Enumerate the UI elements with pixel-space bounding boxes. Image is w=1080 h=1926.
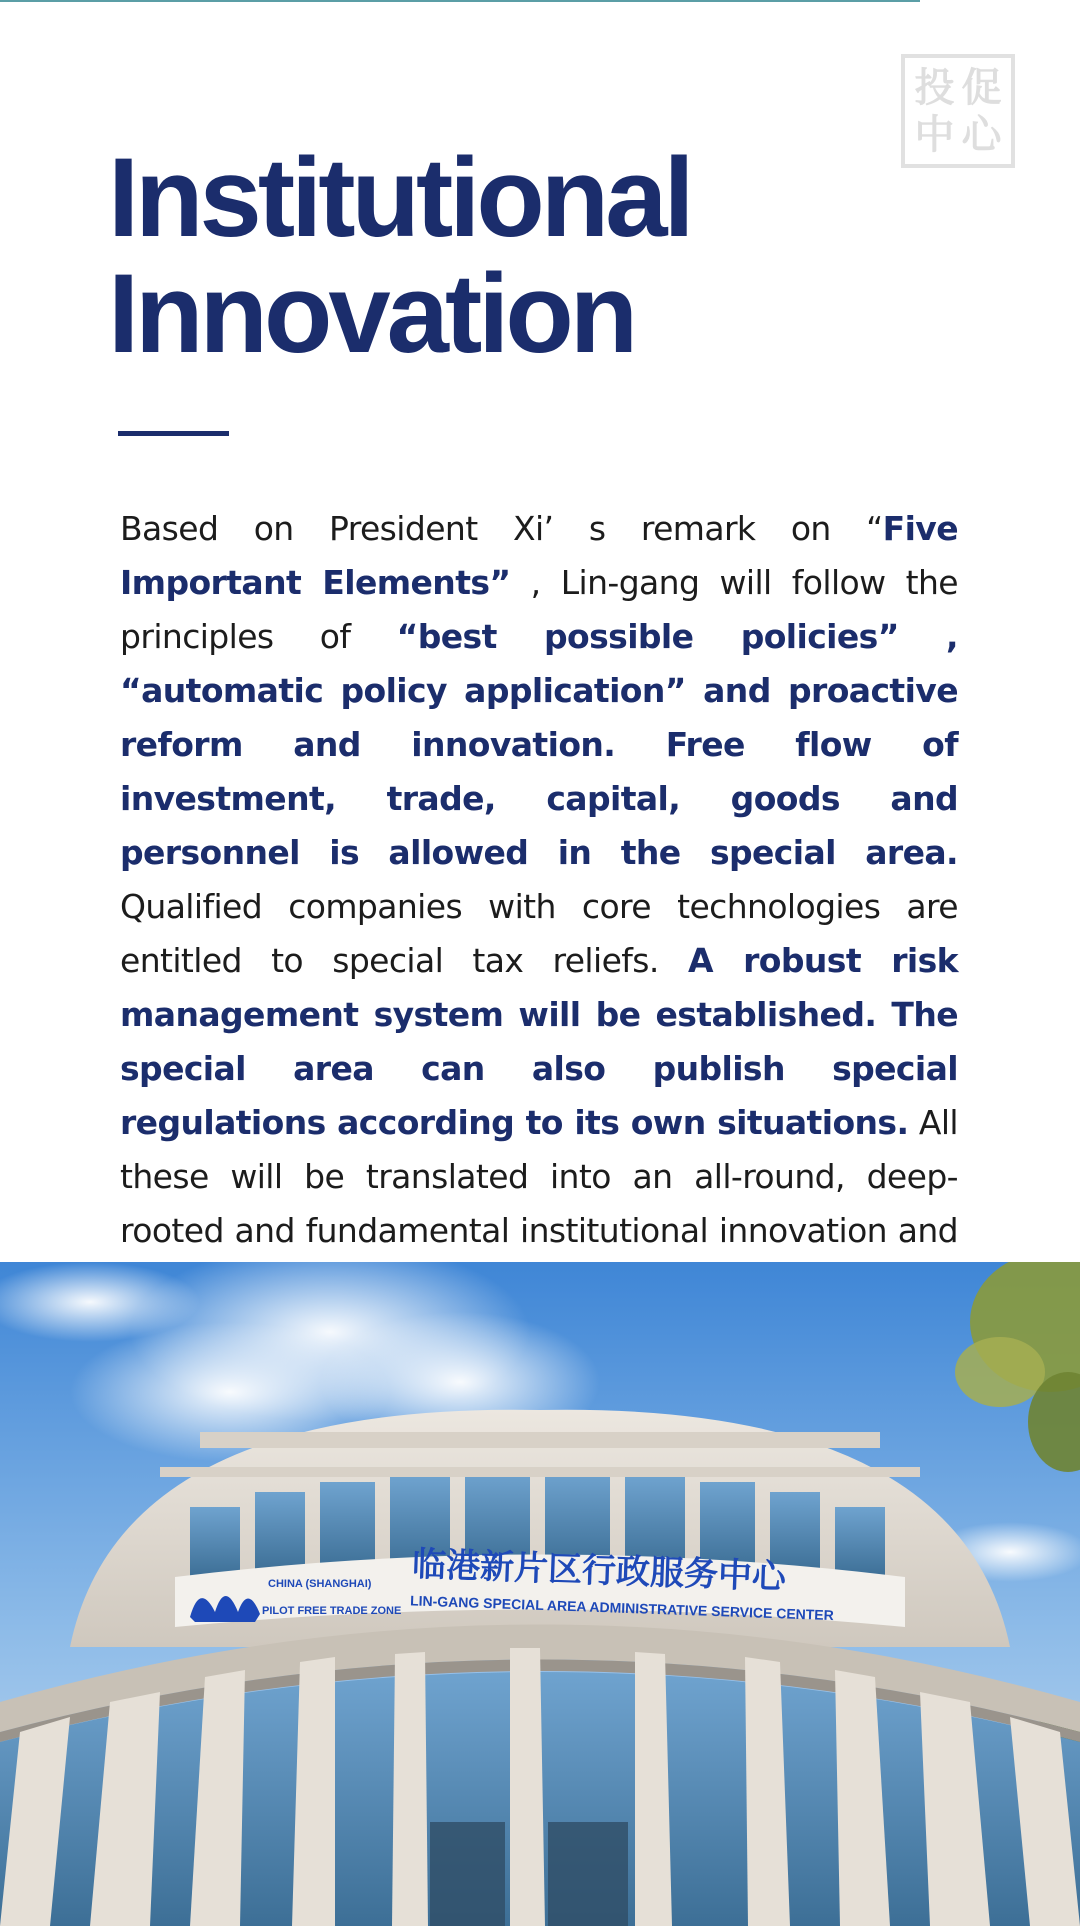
building-logo-icon xyxy=(190,1596,260,1622)
body-text: Based on President Xi’ s remark on “ xyxy=(120,509,883,548)
center-stamp-logo xyxy=(901,54,1015,168)
sign-cn: 临港新片区行政服务中心 xyxy=(411,1544,787,1598)
body-text: , Lin-gang will follow the principles of xyxy=(120,563,959,656)
logo-text-en: PILOT FREE TRADE ZONE xyxy=(262,1605,402,1617)
body-paragraph xyxy=(120,502,958,1312)
title-underline xyxy=(118,431,229,436)
body-highlight: “best possible policies” , “automatic policy application” and proactive reform and innovation. Free flow of investment, trade, capital, goods and personnel is allowed in the special area. xyxy=(120,617,958,872)
stamp-char: 投 xyxy=(914,64,955,111)
body-highlight: Five Important Elements” xyxy=(120,509,958,602)
page-title xyxy=(108,135,868,376)
stamp-char: 中 xyxy=(914,111,955,158)
stamp-char: 心 xyxy=(961,111,1002,158)
body-highlight: A robust risk management system will be established. The special area can also publish special regulations according to its own situations. xyxy=(120,941,958,1142)
stamp-char: 促 xyxy=(961,64,1002,111)
logo-text-en: CHINA (SHANGHAI) xyxy=(268,1578,372,1590)
top-divider xyxy=(0,0,920,2)
body-text: Qualified companies with core technologies are entitled to special tax reliefs. xyxy=(120,887,958,980)
title-line: Innovation xyxy=(108,251,635,376)
sign-en: LIN-GANG SPECIAL AREA ADMINISTRATIVE SERVICE CENTER xyxy=(409,1592,835,1624)
title-line: Institutional xyxy=(108,135,691,260)
body-text: All these will be translated into an all-round, deep-rooted and fundamental institutional innovation and xyxy=(120,1103,958,1250)
service-center-photo xyxy=(0,1262,1080,1926)
